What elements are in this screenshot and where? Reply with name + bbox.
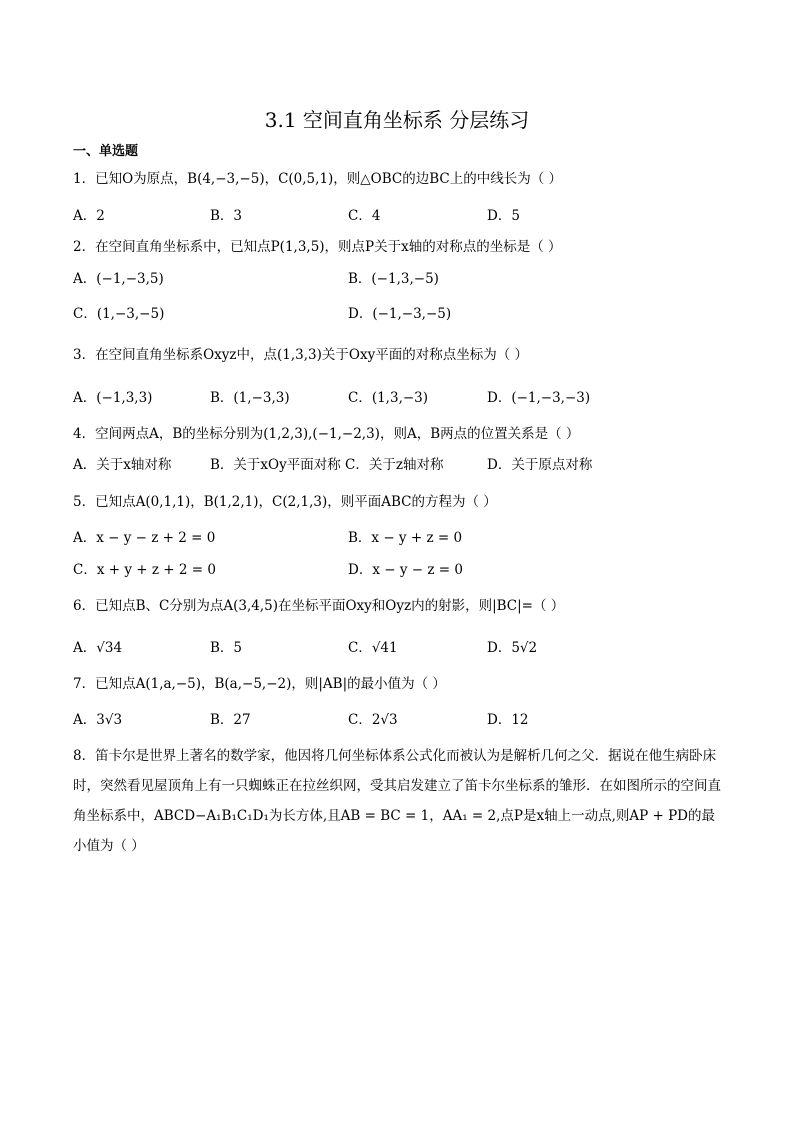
question-5-option-c: C．x + y + z + 2 = 0 [73, 562, 216, 578]
page-title: 3.1 空间直角坐标系 分层练习 [264, 108, 530, 132]
question-4-option-c: C．关于z轴对称 [345, 457, 444, 473]
question-7-option-b: B．27 [210, 712, 251, 728]
question-6-option-c: C．√41 [348, 640, 398, 656]
question-3-option-d: D．(−1,−3,−3) [487, 390, 591, 406]
question-5-option-b: B．x − y + z = 0 [348, 530, 463, 546]
question-4-option-b: B．关于xOy平面对称 [210, 457, 341, 473]
question-7-option-c: C．2√3 [348, 712, 398, 728]
question-5-option-d: D．x − y − z = 0 [348, 562, 463, 578]
question-6-option-a: A．√34 [73, 640, 123, 656]
question-1-stem: 1．已知O为原点，B(4,−3,−5)，C(0,5,1)，则△OBC的边BC上的中线长为（ ） [73, 171, 563, 187]
question-7-option-a: A．3√3 [73, 712, 123, 728]
question-7-option-d: D．12 [487, 712, 529, 728]
question-2-option-a: A．(−1,−3,5) [73, 271, 164, 287]
question-2-stem: 2．在空间直角坐标系中，已知点P(1,3,5)，则点P关于x轴的对称点的坐标是（ ） [73, 239, 562, 255]
question-4-option-d: D．关于原点对称 [487, 457, 593, 473]
question-6-option-b: B．5 [210, 640, 243, 656]
question-4-option-a: A．关于x轴对称 [73, 457, 172, 473]
question-3-option-b: B．(1,−3,3) [210, 390, 290, 406]
question-1-option-c: C．4 [348, 208, 381, 224]
question-5-option-a: A．x − y − z + 2 = 0 [73, 530, 216, 546]
question-8-stem: 8．笛卡尔是世界上著名的数学家，他因将几何坐标体系公式化而被认为是解析几何之父．据说在他生病卧床时，突然看见屋顶角上有一只蜘蛛正在拉丝织网，受其启发建立了笛卡尔坐标系的雏形．在如图所示的空间直角坐标系中，ABCD−A₁B₁C₁D₁为长方体,且AB = BC = 1，AA₁ = 2,点P是x轴上一动点,则AP + PD的最小值为（ ） [73, 748, 721, 854]
question-3-stem: 3．在空间直角坐标系Oxyz中，点(1,3,3)关于Oxy平面的对称点坐标为（ ） [73, 347, 528, 363]
question-3-option-a: A．(−1,3,3) [73, 390, 153, 406]
question-7-stem: 7．已知点A(1,a,−5)，B(a,−5,−2)，则|AB|的最小值为（ ） [73, 676, 446, 692]
question-1-option-b: B．3 [210, 208, 243, 224]
question-2-option-c: C．(1,−3,−5) [73, 306, 165, 322]
question-4-stem: 4．空间两点A，B的坐标分别为(1,2,3),(−1,−2,3)，则A，B两点的位置关系是（ ） [73, 426, 580, 442]
question-2-option-d: D．(−1,−3,−5) [348, 306, 452, 322]
question-6-option-d: D．5√2 [487, 640, 538, 656]
question-1-option-a: A．2 [73, 208, 105, 224]
question-2-option-b: B．(−1,3,−5) [348, 271, 439, 287]
question-6-stem: 6．已知点B、C分别为点A(3,4,5)在坐标平面Oxy和Oyz内的射影，则|BC|=（ ） [73, 598, 565, 614]
question-1-option-d: D．5 [487, 208, 520, 224]
question-3-option-c: C．(1,3,−3) [348, 390, 429, 406]
section-heading: 一、单选题 [73, 144, 139, 159]
question-5-stem: 5．已知点A(0,1,1)，B(1,2,1)，C(2,1,3)，则平面ABC的方程为（ ） [73, 494, 497, 510]
